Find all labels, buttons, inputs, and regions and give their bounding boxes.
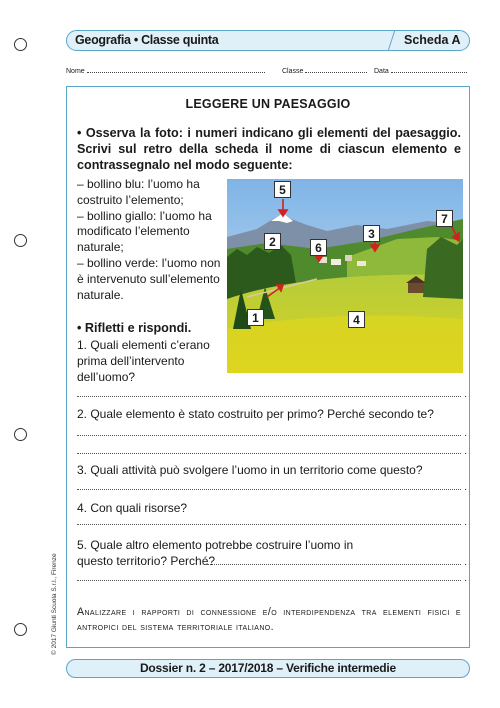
- legend-list: [77, 177, 221, 303]
- legend-green: – bollino verde: l’uomo non è intervenuto sull’elemento naturale.: [77, 255, 221, 302]
- legend-blue: – bollino blu: l’uomo ha costruito l’elemento;: [77, 177, 200, 207]
- answer-line[interactable]: [77, 434, 461, 436]
- section-heading: • Rifletti e rispondi.: [77, 321, 192, 335]
- class-label: Classe: [282, 68, 304, 75]
- binder-hole: [14, 428, 27, 441]
- question-1: 1. Quali elementi c’erano prima dell’intervento dell’uomo?: [77, 338, 210, 384]
- binder-hole: [14, 234, 27, 247]
- date-field[interactable]: [374, 66, 467, 75]
- answer-line[interactable]: [77, 452, 461, 454]
- binder-hole: [14, 623, 27, 636]
- question-4: 4. Con quali risorse?: [77, 501, 188, 515]
- header-divider: [388, 30, 396, 51]
- date-label: Data: [374, 68, 389, 75]
- question-5: 5. Quale altro elemento potrebbe costruire l’uomo in questo territorio? Perché?: [77, 538, 354, 568]
- worksheet-box: [66, 86, 470, 648]
- learning-objective: Analizzare i rapporti di connessione e/o interdipendenza tra elementi fisici e antropici del sistema territoriale italiano.: [77, 606, 461, 633]
- photo-label-3: 3: [363, 225, 380, 242]
- sheet-label: Scheda A: [404, 33, 461, 47]
- page-footer: Dossier n. 2 – 2017/2018 – Verifiche intermedie: [66, 659, 470, 678]
- page-header: [66, 30, 470, 51]
- instructions: • Osserva la foto: i numeri indicano gli elementi del paesaggio. Scrivi sul retro della scheda il nome di ciascun elemento e contrassegnalo nel modo seguente:: [77, 126, 461, 172]
- landscape-illustration: [227, 179, 463, 373]
- answer-line[interactable]: [77, 579, 461, 581]
- answer-line[interactable]: [77, 395, 461, 397]
- question-3: 3. Quali attività può svolgere l’uomo in un territorio come questo?: [77, 463, 423, 477]
- binder-hole: [14, 38, 27, 51]
- name-label: Nome: [66, 68, 85, 75]
- photo-label-1: 1: [247, 309, 264, 326]
- photo-label-2: 2: [264, 233, 281, 250]
- legend-yellow: – bollino giallo: l’uomo ha modificato l’elemento naturale;: [77, 208, 212, 255]
- worksheet-title: LEGGERE UN PAESAGGIO: [185, 97, 351, 111]
- copyright-notice: © 2017 Giunti Scuola S.r.l., Firenze: [51, 553, 58, 655]
- answer-line[interactable]: [77, 523, 461, 525]
- name-field[interactable]: [66, 66, 265, 75]
- photo-label-5: 5: [274, 181, 291, 198]
- photo-label-6: 6: [310, 239, 327, 256]
- answer-line[interactable]: [207, 563, 461, 565]
- answer-line[interactable]: [77, 488, 461, 490]
- question-2: 2. Quale elemento è stato costruito per primo? Perché secondo te?: [77, 407, 434, 421]
- photo-label-4: 4: [348, 311, 365, 328]
- class-field[interactable]: [282, 66, 367, 75]
- subject-label: Geografia • Classe quinta: [75, 33, 219, 47]
- photo-label-7: 7: [436, 210, 453, 227]
- landscape-photo: [227, 179, 463, 373]
